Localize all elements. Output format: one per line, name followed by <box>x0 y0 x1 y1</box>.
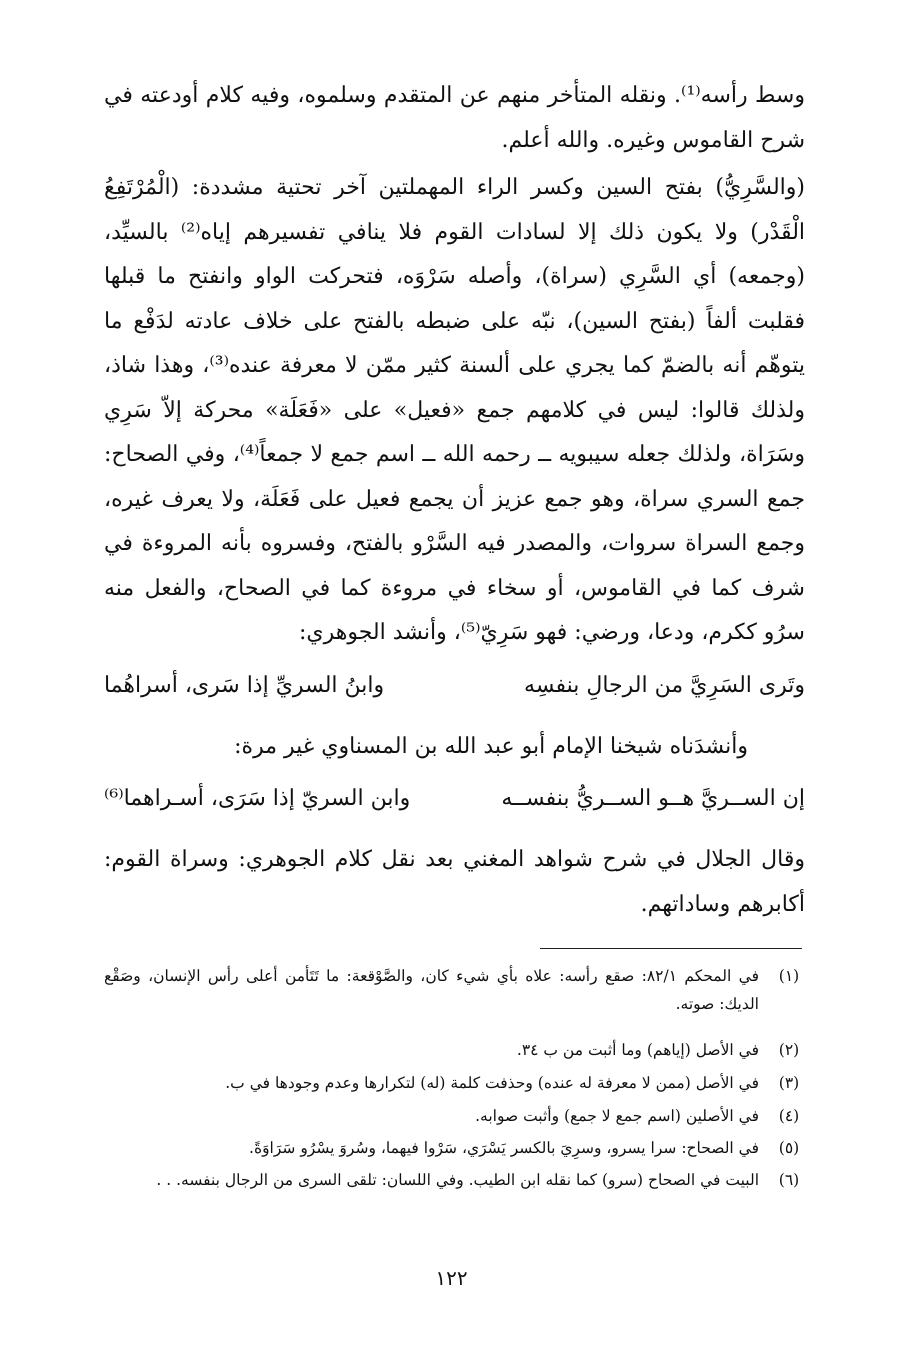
verse-2-first-hemistich: إن الســريَّ هــو الســريُّ بنفســه <box>501 786 805 811</box>
footnote-text: البيت في الصحاح (سرو) كما نقله ابن الطيب. وفي اللسان: تلقى السرى من الرجال بنفسه. . . <box>156 1171 759 1189</box>
footnote-text: في الصحاح: سرا يسرو، وسرِيَ بالكسر يَسْرَي، سَرْوا فيهما، وسُروَ يسْرُو سَرَاوَةً. <box>249 1139 759 1157</box>
footnote-text: في المحكم ٨٢/١: صقع رأسه: علاه بأي شيء كان، والصَّوْقعة: ما تَتَأمن أعلى رأس الإنسان، وصَقْع الديك: صوته. <box>104 967 759 1013</box>
main-paragraph: (والسَّرِيُّ) بفتح السين وكسر الراء المهملتين آخر تحتية مشددة: (الْمُرْتَفِعُ الْقَدْر) ولا يكون ذلك إلا لسادات القوم فلا ينافي تفسيرهم إياه⁽²⁾ بالسيِّد، (وجمعه) أي السَّرِي (سراة)، وأصله سَرْوَه، فتحركت الواو وانفتح ما قبلها فقلبت ألفاً (بفتح السين)، نبّه على ضبطه بالفتح على خلاف عادته لدَفْع ما يتوهّم أنه بالضمّ كما يجري على ألسنة كثير ممّن لا معرفة عنده⁽³⁾، وهذا شاذ، ولذلك قالوا: ليس في كلامهم جمع «فعيل» على «فَعَلَة» محركة إلاّ سَرِي وسَرَاة، ولذلك جعله سيبويه ــ رحمه الله ــ اسم جمع لا جمعاً⁽⁴⁾، وفي الصحاح: جمع السري سراة، وهو جمع عزيز أن يجمع فعيل على فَعَلَة، ولا يعرف غيره، وجمع السراة سروات، والمصدر فيه السَّرْو بالفتح، وفسروه بأنه المروءة في شرف كما في القاموس، أو سخاء في مروءة كما في الصحاح، والفعل منه سرُو ككرم، ودعا، ورضي: فهو سَرِيّ⁽⁵⁾، وأنشد الجوهري: <box>104 175 806 645</box>
verse-1-first-hemistich: وتَرى السَرِيَّ من الرجالِ بنفسِه <box>524 673 805 698</box>
footnote-1 <box>104 962 807 1018</box>
footnote-text: في الأصلين (اسم جمع لا جمع) وأثبت صوابه. <box>475 1107 759 1125</box>
footnote-2 <box>104 1036 807 1064</box>
footnote-text: في الأصل (إياهم) وما أثبت من ب ٣٤. <box>516 1041 759 1059</box>
footnote-3 <box>104 1069 807 1097</box>
opening-paragraph: وسط رأسه⁽¹⁾. ونقله المتأخر منهم عن المتقدم وسلموه، وفيه كلام أودعته في شرح القاموس وغيره. والله أعلم. <box>104 83 805 153</box>
verse-intro-line: وأنشدَناه شيخنا الإمام أبو عبد الله بن المسناوي غير مرة: <box>234 734 748 759</box>
footnote-number: (٤) <box>778 1107 800 1125</box>
footnote-4 <box>104 1102 807 1130</box>
verse-1-second-hemistich: وابنُ السريِّ إذا سَرى، أسراهُما <box>104 673 385 698</box>
footnote-number: (٣) <box>778 1074 800 1092</box>
footnote-text: في الأصل (ممن لا معرفة له عنده) وحذفت كلمة (له) لتكرارها وعدم وجودها في ب. <box>225 1074 759 1092</box>
footnote-divider <box>540 948 802 949</box>
footnote-5 <box>104 1134 807 1162</box>
footnote-number: (٥) <box>778 1139 800 1157</box>
footnote-number: (١) <box>778 967 800 985</box>
verse-line-1 <box>104 673 805 713</box>
footnote-number: (٦) <box>778 1171 800 1189</box>
closing-paragraph: وقال الجلال في شرح شواهد المغني بعد نقل كلام الجوهري: وسراة القوم: أكابرهم وساداتهم. <box>104 847 805 917</box>
page-number: ١٢٢ <box>435 1266 468 1290</box>
footnote-6 <box>104 1166 807 1194</box>
footnote-number: (٢) <box>778 1041 800 1059</box>
verse-2-second-hemistich: وابن السريّ إذا سَرَى، أسـراهما⁽⁶⁾ <box>104 786 411 811</box>
verse-line-2 <box>104 786 805 826</box>
